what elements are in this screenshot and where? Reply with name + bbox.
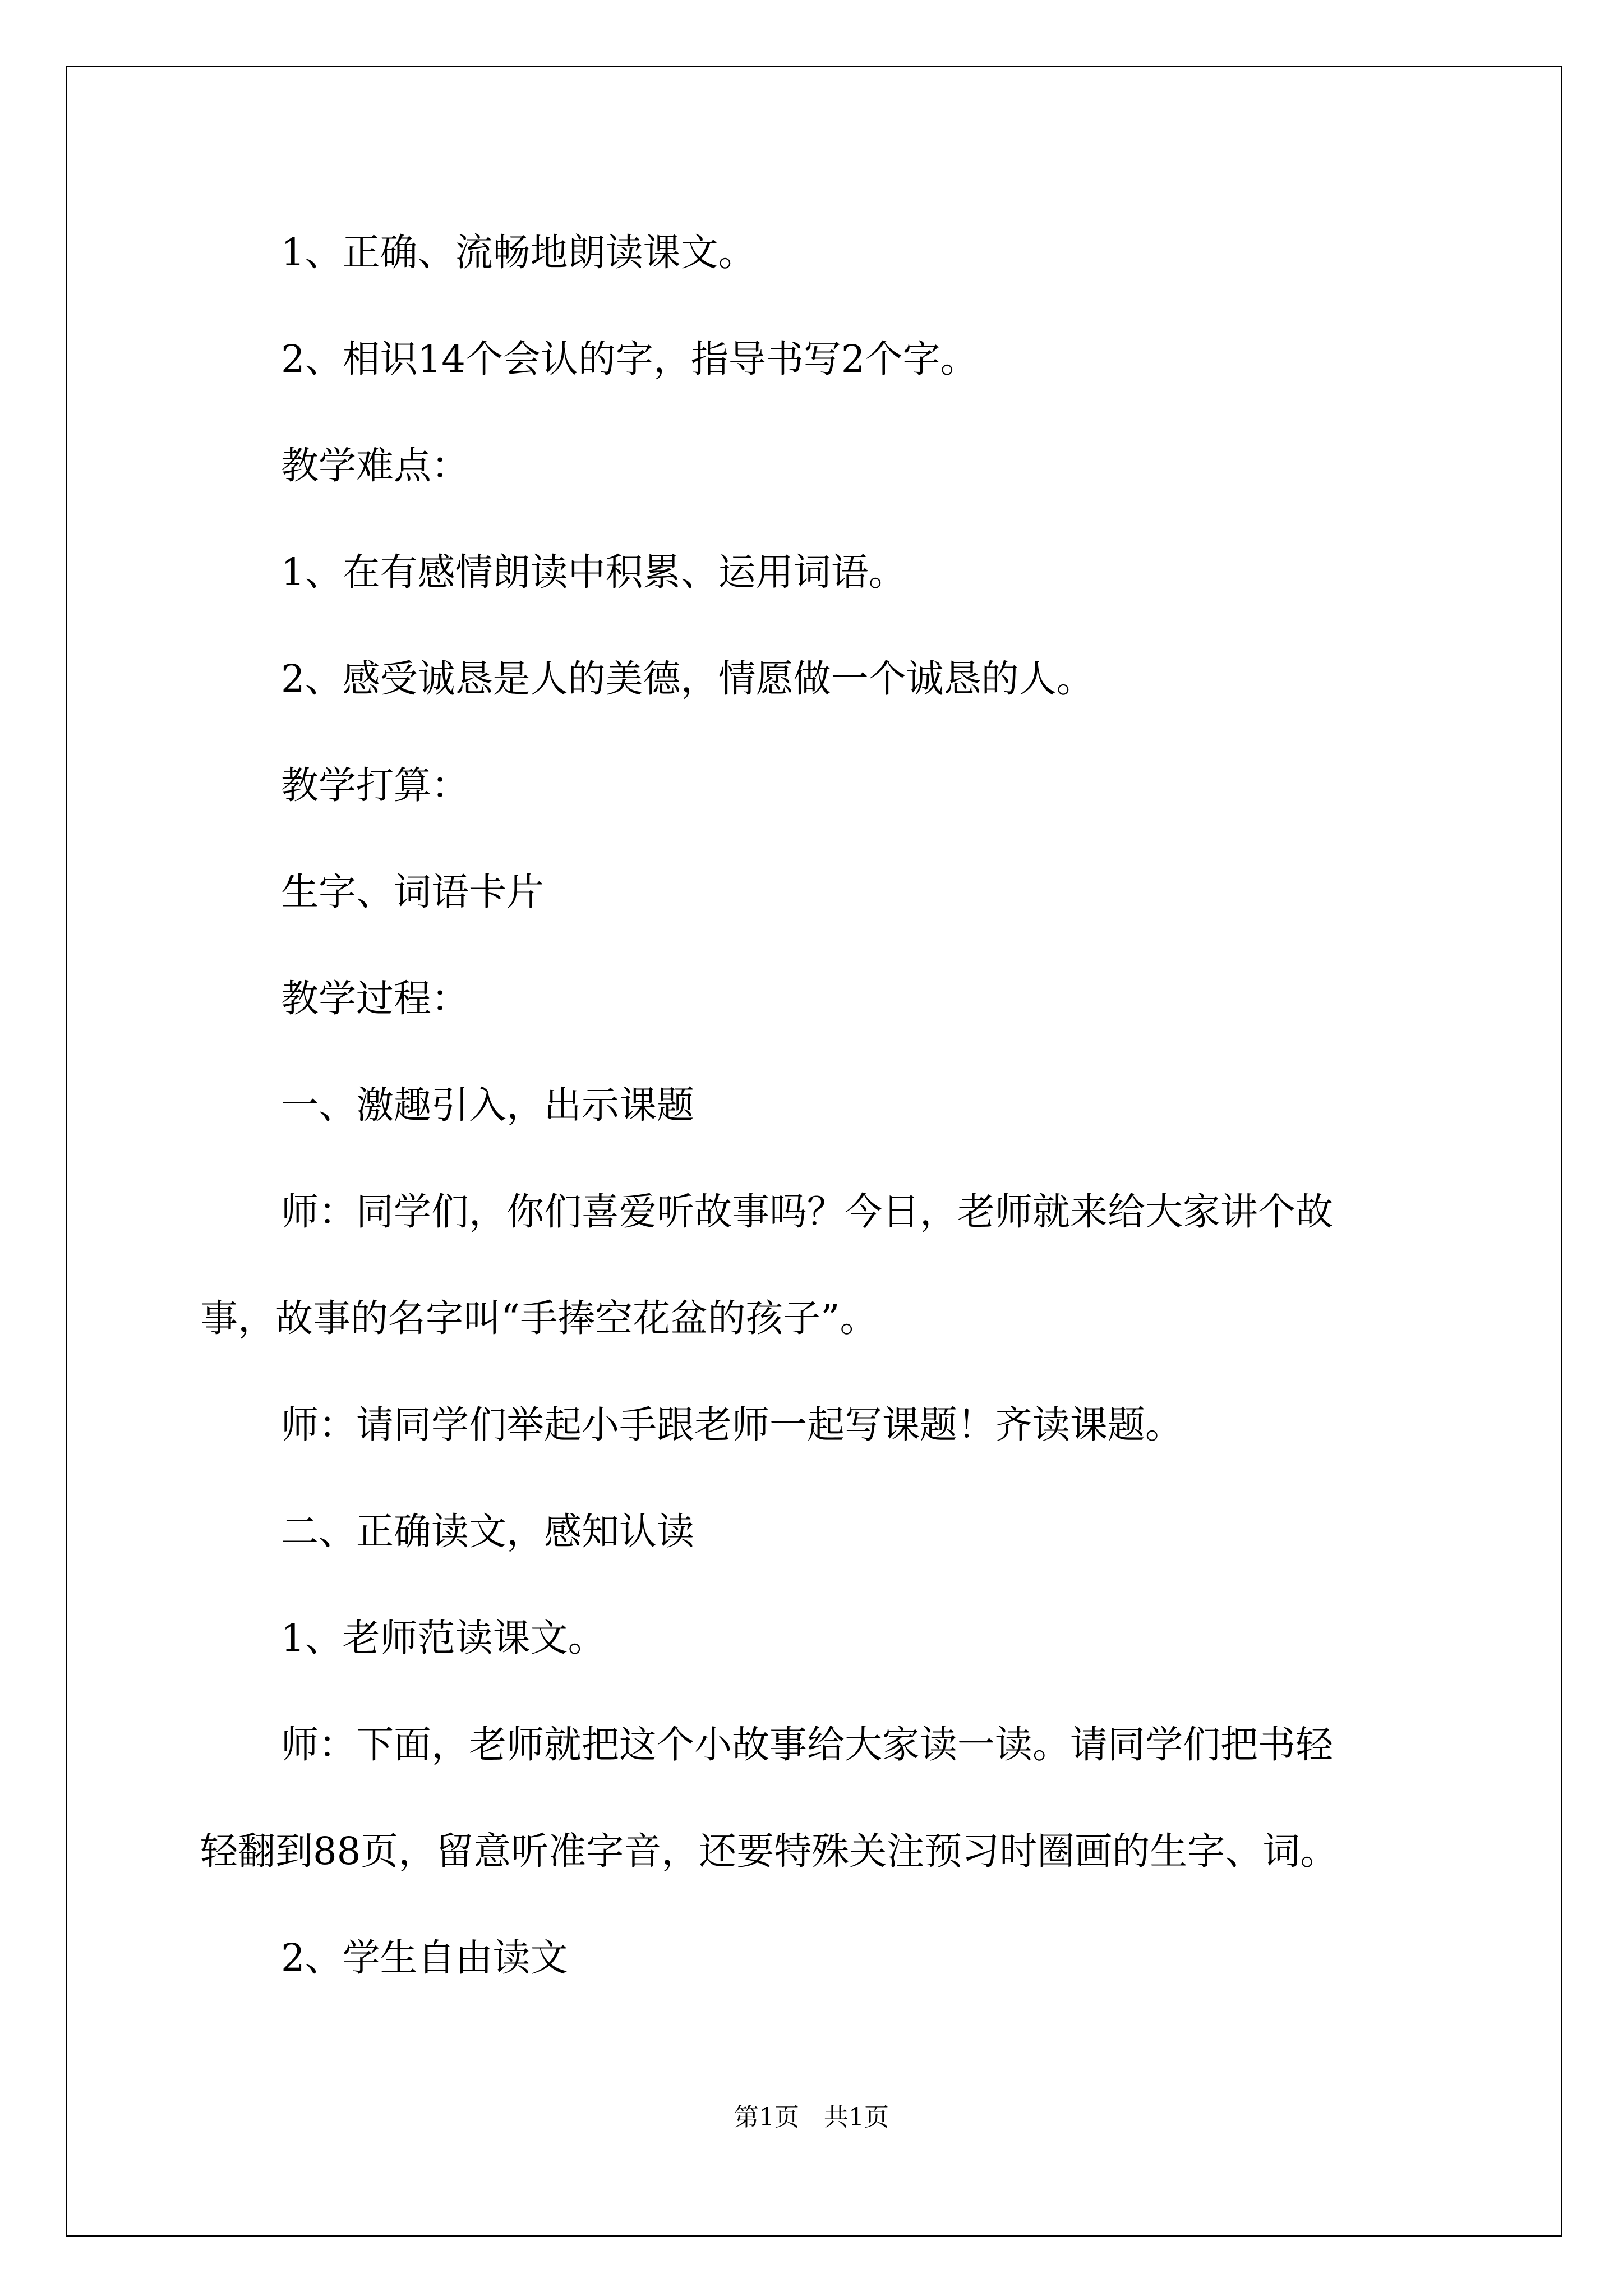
heading-preparation: 教学打算： [281,763,469,807]
heading-step-2: 二、正确读文，感知认读 [281,1510,694,1553]
paragraph-objective-1: 1、正确、流畅地朗读课文。 [281,231,756,274]
paragraph-model-reading: 1、老师范读课文。 [281,1616,606,1660]
page-border [66,66,1562,2237]
page-footer: 第1页 共1页 [734,2103,889,2132]
paragraph-teacher-reading: 师：下面，老师就把这个小故事给大家读一读。请同学们把书轻 [281,1723,1333,1766]
heading-step-1: 一、激趣引入，出示课题 [281,1083,694,1127]
paragraph-difficulty-1: 1、在有感情朗读中积累、运用词语。 [281,550,906,594]
heading-difficulties: 教学难点： [281,444,469,487]
paragraph-teacher-intro-cont: 事，故事的名字叫“手捧空花盆的孩子”。 [200,1296,878,1340]
paragraph-teacher-intro: 师：同学们，你们喜爱听故事吗？今日，老师就来给大家讲个故 [281,1190,1333,1234]
paragraph-objective-2: 2、相识14个会认的字，指导书写2个字。 [281,337,978,381]
heading-process: 教学过程： [281,977,469,1020]
paragraph-teacher-reading-cont: 轻翻到88页，留意听准字音，还要特殊关注预习时圈画的生字、词。 [200,1829,1338,1873]
paragraph-preparation: 生字、词语卡片 [281,870,544,914]
paragraph-free-reading: 2、学生自由读文 [281,1936,568,1980]
paragraph-teacher-title: 师：请同学们举起小手跟老师一起写课题！齐读课题。 [281,1403,1183,1447]
paragraph-difficulty-2: 2、感受诚恳是人的美德，情愿做一个诚恳的人。 [281,657,1094,701]
